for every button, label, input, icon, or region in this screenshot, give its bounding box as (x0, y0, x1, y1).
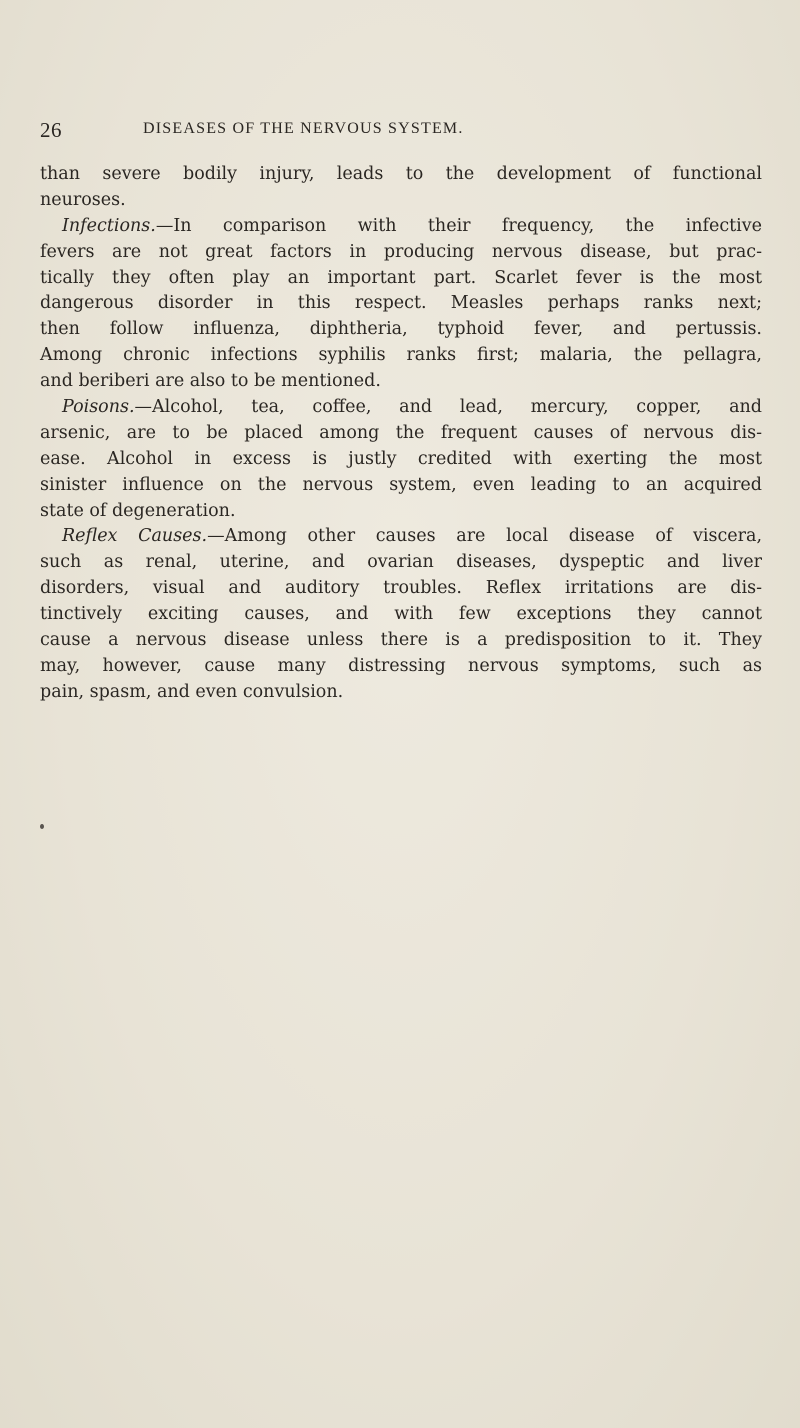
text-line (40, 395, 762, 421)
running-head: DISEASES OF THE NERVOUS SYSTEM. (143, 120, 464, 137)
text-line: tinctively exciting causes, and with few exceptions they cannot (40, 604, 762, 625)
paragraph-poisons (40, 395, 762, 524)
section-lead-reflex-causes: Reflex Causes. (62, 526, 208, 547)
text-line: such as renal, uterine, and ovarian diseases, dyspeptic and liver (40, 552, 762, 573)
print-speck (40, 824, 44, 829)
text-line: sinister influence on the nervous system, even leading to an acquired (40, 474, 762, 495)
text-line: neuroses. (40, 189, 126, 210)
text-line: ease. Alcohol in excess is justly credited with exerting the most (40, 448, 762, 469)
text-line: than severe bodily injury, leads to the development of functional (40, 164, 762, 184)
text-line (40, 524, 762, 550)
paragraph-continuation (40, 162, 762, 214)
text-line: state of degeneration. (40, 500, 236, 521)
text-line: and beriberi are also to be mentioned. (40, 371, 381, 392)
text-line (40, 214, 762, 240)
paragraph-infections (40, 214, 762, 395)
text-line: arsenic, are to be placed among the frequent causes of nervous dis- (40, 422, 762, 443)
text-line: fevers are not great factors in producing nervous disease, but prac- (40, 241, 762, 262)
page-header (40, 118, 760, 148)
section-lead-poisons: Poisons. (62, 397, 135, 418)
text-line: Among chronic infections syphilis ranks first; malaria, the pellagra, (40, 345, 762, 366)
text-line: dangerous disorder in this respect. Measles perhaps ranks next; (40, 293, 762, 314)
text-line: then follow influenza, diphtheria, typhoid fever, and pertussis. (40, 319, 762, 340)
text-line: may, however, cause many distressing nervous symptoms, such as (40, 655, 762, 676)
section-lead-infections: Infections. (62, 215, 156, 236)
text-line: pain, spasm, and even convulsion. (40, 681, 344, 702)
paragraph-reflex-causes (40, 524, 762, 705)
text-line: tically they often play an important part. Scarlet fever is the most (40, 267, 762, 288)
text-line: disorders, visual and auditory troubles. Reflex irritations are dis- (40, 578, 762, 599)
text-line-rest: —Alcohol, tea, coffee, and lead, mercury, copper, and (134, 397, 762, 418)
text-line: cause a nervous disease unless there is a predisposition to it. They (40, 630, 762, 651)
text-line-rest: —Among other causes are local disease of viscera, (207, 526, 763, 547)
page-number: 26 (40, 118, 62, 142)
text-line-rest: —In comparison with their frequency, the infective (155, 215, 762, 236)
body-text (40, 162, 762, 706)
